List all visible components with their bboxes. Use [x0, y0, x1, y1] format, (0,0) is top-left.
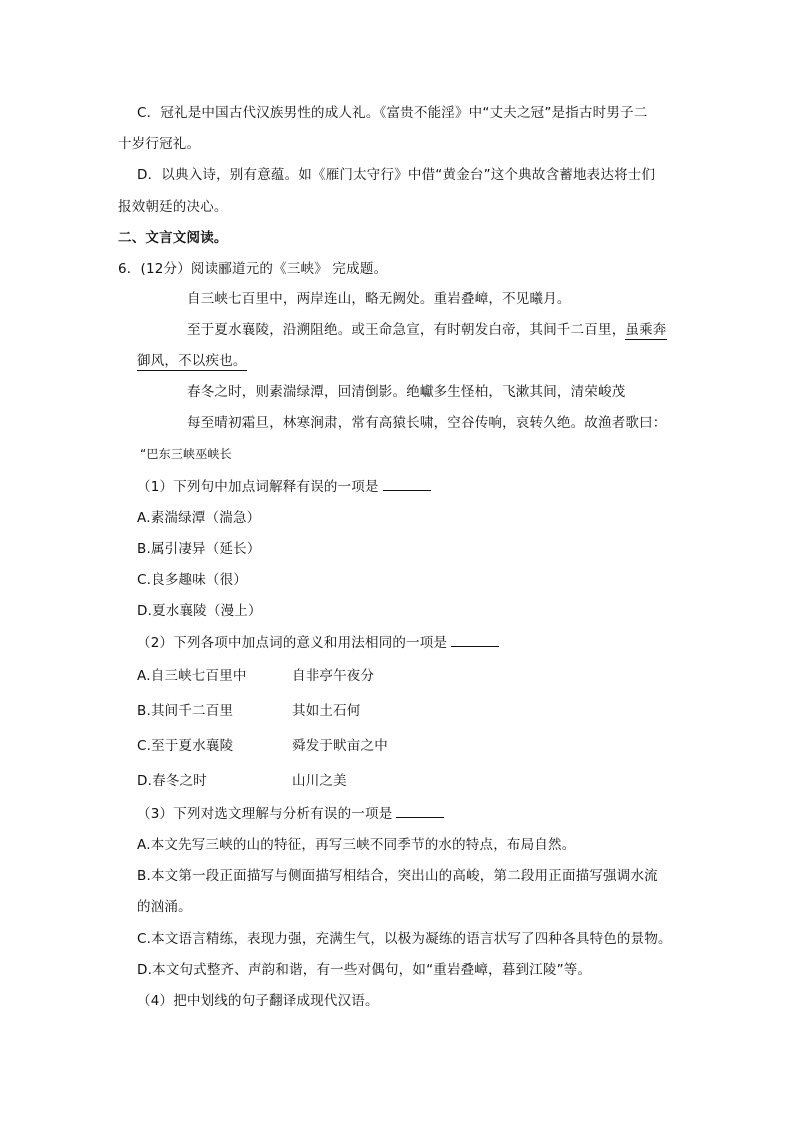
answer-blank-1: [383, 478, 431, 491]
sub-question-1-option-c: C.良多趣味（很）: [137, 572, 248, 588]
underlined-sentence-part-1: 虽乘奔: [625, 322, 667, 338]
option-a-right: 自非亭午夜分: [292, 668, 375, 684]
option-c-left: C.至于夏水襄陵: [137, 738, 234, 754]
sub-question-1-text: （1）下列句中加点词解释有误的一项是: [137, 479, 379, 495]
underlined-sentence-part-2: 御风，不以疾也。: [137, 353, 247, 369]
sub-question-3-option-c: C.本文语言精练，表现力强，充满生气，以极为凝练的语言状写了四种各具特色的景物。: [137, 931, 672, 947]
sub-question-1: [137, 478, 431, 496]
passage-paragraph-2-text: 至于夏水襄陵，沿溯阻绝。或王命急宣，有时朝发白帝，其间千二百里，: [187, 322, 626, 338]
passage-paragraph-2-line-1: [187, 321, 667, 339]
sub-question-1-option-d: D.夏水襄陵（漫上）: [137, 603, 262, 619]
sub-question-3-option-a: A.本文先写三峡的山的特征，再写三峡不同季节的水的特点，布局自然。: [137, 837, 576, 853]
sub-question-2-option-d: [137, 772, 207, 790]
option-a-left: A.自三峡七百里中: [137, 668, 247, 684]
option-c-line-2: 十岁行冠礼。: [118, 136, 201, 152]
sub-question-3: [137, 805, 444, 823]
option-b-left: B.其间千二百里: [137, 703, 234, 719]
passage-paragraph-1: 自三峡七百里中，两岸连山，略无阙处。重岩叠嶂，不见曦月。: [187, 291, 571, 307]
sub-question-2-option-b: [137, 702, 233, 720]
sub-question-4: （4）把中划线的句子翻译成现代汉语。: [137, 993, 379, 1009]
sub-question-3-option-d: D.本文句式整齐、声韵和谐，有一些对偶句，如“重岩叠嶂，暮到江陵”等。: [137, 962, 592, 978]
question-6-intro: 6．(12分）阅读郦道元的《三峡》 完成题。: [118, 261, 388, 277]
option-c-line-1: C．冠礼是中国古代汉族男性的成人礼。《富贵不能淫》中“丈夫之冠”是指古时男子二: [137, 105, 648, 121]
option-d-line-2: 报效朝廷的决心。: [118, 199, 228, 215]
sub-question-2: [137, 634, 499, 652]
answer-blank-2: [451, 634, 499, 647]
sub-question-3-option-b-line-2: 的汹涌。: [137, 899, 192, 915]
fisherman-song: “巴东三峡巫峡长: [140, 447, 232, 461]
sub-question-2-option-c: [137, 737, 233, 755]
option-d-left: D.春冬之时: [137, 773, 207, 789]
sub-question-3-option-b-line-1: B.本文第一段正面描写与侧面描写相结合，突出山的高峻，第二段用正面描写强调水流: [137, 868, 658, 884]
passage-paragraph-4: 每至晴初霜旦，林寒涧肃，常有高猿长啸，空谷传响，哀转久绝。故渔者歌曰：: [187, 415, 667, 431]
passage-paragraph-3: 春冬之时，则素湍绿潭，回清倒影。绝巘多生怪柏，飞漱其间，清荣峻茂: [187, 384, 626, 400]
passage-paragraph-2-line-2: [137, 352, 247, 370]
sub-question-3-text: （3）下列对选文理解与分析有误的一项是: [137, 806, 393, 822]
sub-question-1-option-b: B.属引凄异（延长）: [137, 541, 261, 557]
sub-question-2-option-a: [137, 667, 247, 685]
section-title: 二、文言文阅读。: [118, 230, 228, 246]
answer-blank-3: [396, 805, 444, 818]
option-d-right: 山川之美: [292, 773, 347, 789]
option-c-right: 舜发于畎亩之中: [292, 738, 388, 754]
sub-question-2-text: （2）下列各项中加点词的意义和用法相同的一项是: [137, 635, 448, 651]
option-d-line-1: D．以典入诗，别有意蕴。如《雁门太守行》中借“黄金台”这个典故含蓄地表达将士们: [137, 167, 656, 183]
option-b-right: 其如土石何: [292, 703, 361, 719]
sub-question-1-option-a: A.素湍绿潭（湍急）: [137, 510, 261, 526]
